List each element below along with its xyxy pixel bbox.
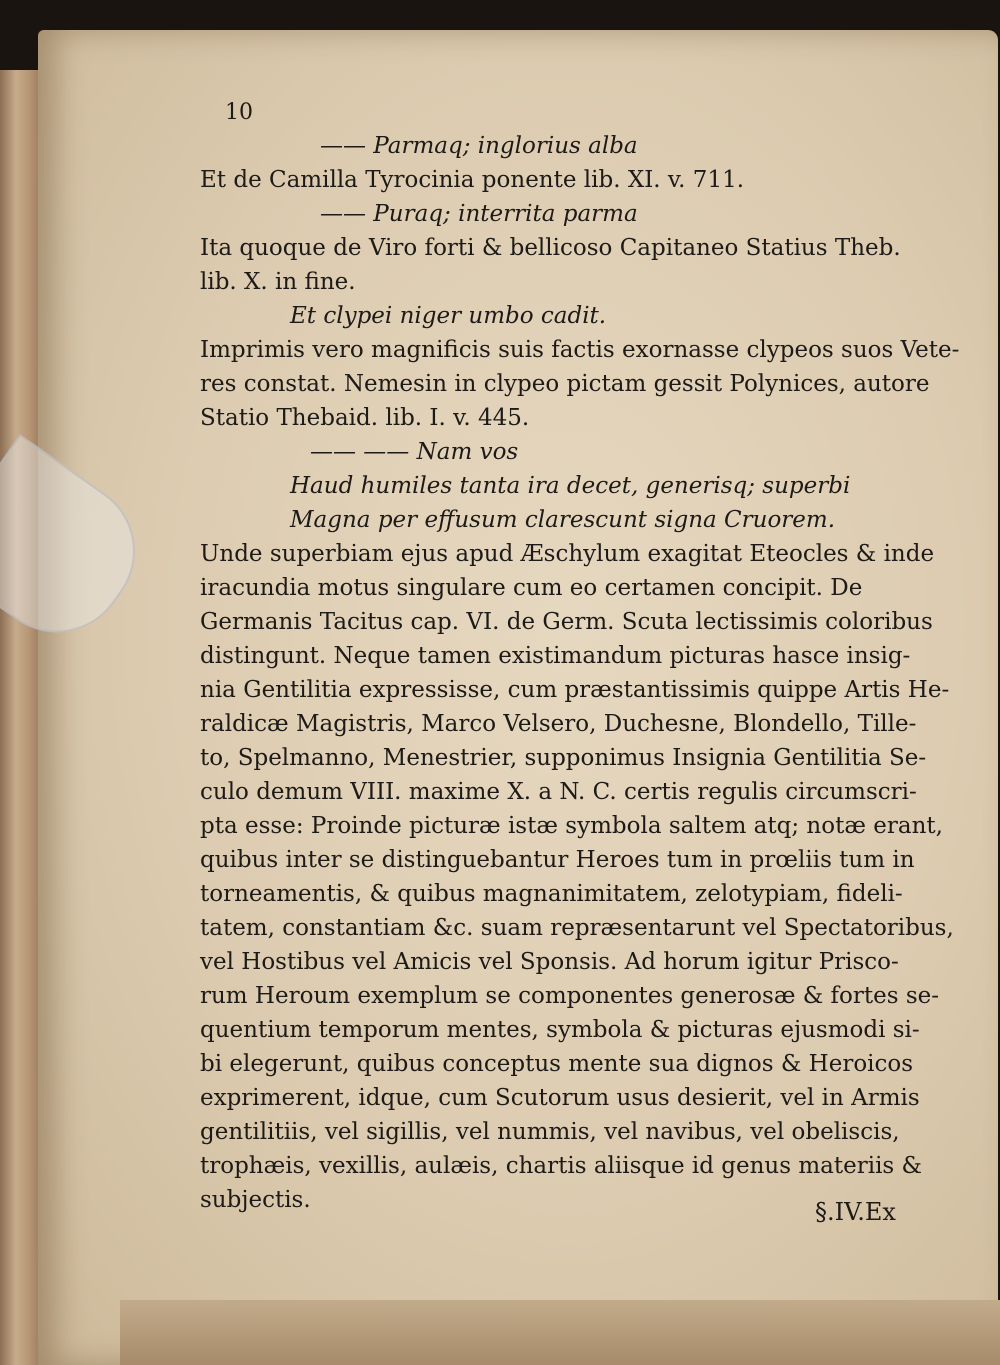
text-line: raldicæ Magistris, Marco Velsero, Duchesne, Blondello, Tille- [200,711,917,737]
text-line: tatem, constantiam &c. suam repræsentarunt vel Spectatoribus, [200,915,954,941]
text-line: Et clypei niger umbo cadit. [290,303,607,329]
text-line: distingunt. Neque tamen existimandum picturas hasce insig- [200,643,911,669]
text-line: lib. X. in fine. [200,269,356,295]
text-line: to, Spelmanno, Menestrier, supponimus Insignia Gentilitia Se- [200,745,927,771]
text-line: —— Puraq; interrita parma [320,201,638,227]
text-line: subjectis. [200,1187,311,1213]
text-line: —— Parmaq; inglorius alba [320,133,638,159]
text-line: Imprimis vero magnificis suis factis exornasse clypeos suos Vete- [200,337,960,363]
text-line: res constat. Nemesin in clypeo pictam gessit Polynices, autore [200,371,930,397]
text-line: vel Hostibus vel Amicis vel Sponsis. Ad horum igitur Prisco- [200,949,899,975]
page-text [200,95,960,1217]
text-line: torneamentis, & quibus magnanimitatem, zelotypiam, fideli- [200,881,903,907]
text-line: Statio Thebaid. lib. I. v. 445. [200,405,530,431]
text-line: —— —— Nam vos [310,439,519,465]
book-page-edges [0,70,40,1365]
text-line: quibus inter se distinguebantur Heroes tum in prœliis tum in [200,847,915,873]
page-number: 10 [225,100,253,125]
catchword: §.IV.Ex [815,1198,896,1226]
text-line: bi elegerunt, quibus conceptus mente sua dignos & Heroicos [200,1051,914,1077]
text-line: Unde superbiam ejus apud Æschylum exagitat Eteocles & inde [200,541,935,567]
text-line: Haud humiles tanta ira decet, generisq; superbi [290,473,851,499]
text-line: pta esse: Proinde picturæ istæ symbola saltem atq; notæ erant, [200,813,943,839]
text-line: gentilitiis, vel sigillis, vel nummis, vel navibus, vel obeliscis, [200,1119,900,1145]
text-line: trophæis, vexillis, aulæis, chartis aliisque id genus materiis & [200,1153,923,1179]
text-line: exprimerent, idque, cum Scutorum usus desierit, vel in Armis [200,1085,920,1111]
text-line: rum Heroum exemplum se componentes generosæ & fortes se- [200,983,940,1009]
text-lines [200,129,960,1217]
text-line: Et de Camilla Tyrocinia ponente lib. XI. v. 711. [200,167,745,193]
text-line: culo demum VIII. maxime X. a N. C. certis regulis circumscri- [200,779,917,805]
text-line: Ita quoque de Viro forti & bellicoso Capitaneo Statius Theb. [200,235,901,261]
page-number-line [200,95,940,129]
page-bottom-edge [120,1300,1000,1365]
text-line: iracundia motus singulare cum eo certamen concipit. De [200,575,863,601]
text-line: quentium temporum mentes, symbola & picturas ejusmodi si- [200,1017,920,1043]
text-line: Magna per effusum clarescunt signa Cruorem. [290,507,836,533]
text-line: Germanis Tacitus cap. VI. de Germ. Scuta lectissimis coloribus [200,609,933,635]
text-line: nia Gentilitia expressisse, cum præstantissimis quippe Artis He- [200,677,950,703]
